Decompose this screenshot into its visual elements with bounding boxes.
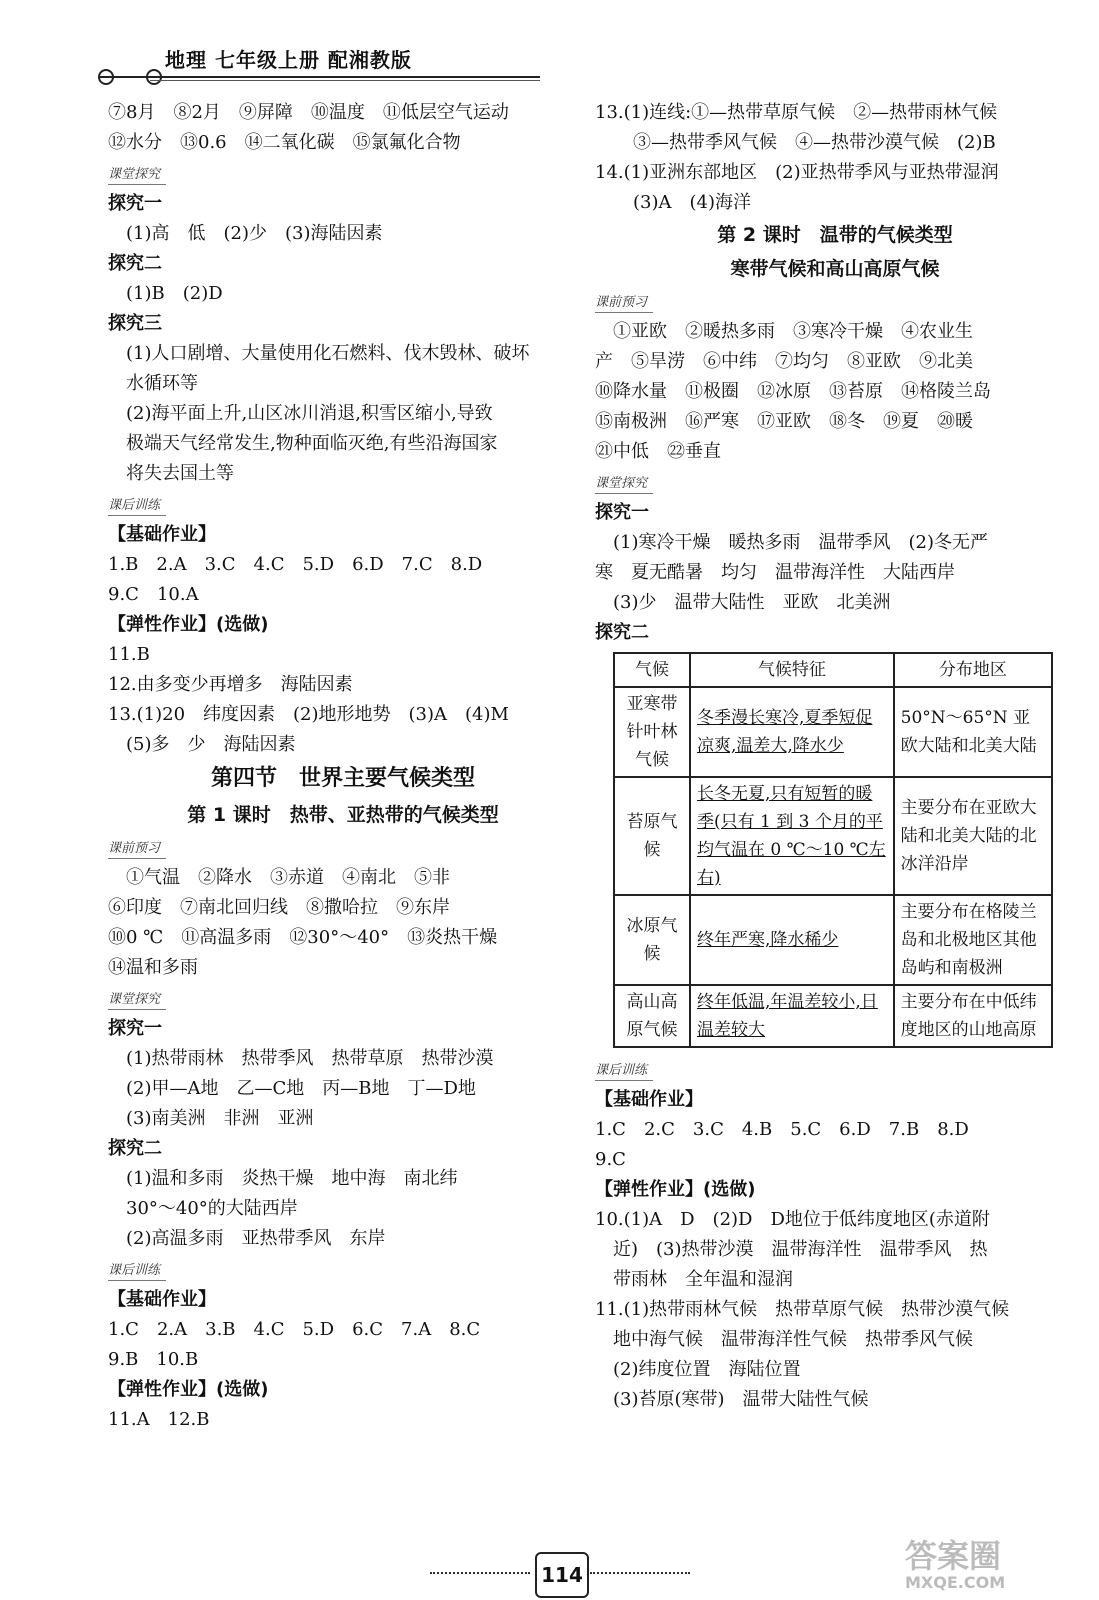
answer-line: 水循环等 [126, 373, 198, 394]
answer-line: (3)少 温带大陆性 亚欧 北美洲 [613, 592, 891, 613]
section-tag: 课堂探究 [108, 991, 166, 1010]
table-cell: 长冬无夏,只有短暂的暖季(只有 1 到 3 个月的平均气温在 0 ℃～10 ℃左右) [690, 777, 894, 895]
answer-item: ⑬0.6 [180, 132, 227, 153]
answer-item: ⑧2月 [173, 102, 221, 123]
footer-dotted-rule [590, 1572, 690, 1574]
answer-line: ⑩0 ℃ ⑪高温多雨 ⑫30°～40° ⑬炎热干燥 [108, 927, 498, 948]
answer-line: (1)寒冷干燥 暖热多雨 温带季风 (2)冬无严 [613, 532, 988, 553]
table-row [614, 985, 1052, 1047]
lesson-subheading: 寒带气候和高山高原气候 [730, 258, 940, 280]
table-header-cell: 分布地区 [894, 653, 1052, 687]
watermark-url: MXQE.COM [905, 1573, 1006, 1592]
answer-item: ⑦8月 [108, 102, 156, 123]
answer-line: 将失去国土等 [126, 463, 234, 484]
answer-line: 地中海气候 温带海洋性气候 热带季风气候 [613, 1329, 973, 1350]
explore-title: 探究二 [108, 253, 162, 274]
homework-title: 【弹性作业】(选做) [108, 1379, 269, 1400]
answer-item: ⑨屏障 [238, 102, 293, 123]
answer-line: (2)高温多雨 亚热带季风 东岸 [126, 1228, 386, 1249]
table-row [614, 777, 1052, 895]
answer-line: (2)海平面上升,山区冰川消退,积雪区缩小,导致 [126, 403, 493, 424]
answer-line: 1.B 2.A 3.C 4.C 5.D 6.D 7.C 8.D [108, 554, 483, 575]
answer-line: 11.B [108, 644, 150, 665]
table-row [614, 895, 1052, 985]
section-tag: 课后训练 [595, 1062, 653, 1081]
answer-line: (1)高 低 (2)少 (3)海陆因素 [126, 223, 383, 244]
lesson-heading: 第 2 课时 温带的气候类型 [717, 224, 953, 246]
table-cell: 高山高原气候 [614, 985, 690, 1047]
table-header-cell: 气候特征 [690, 653, 894, 687]
homework-title: 【弹性作业】(选做) [595, 1179, 756, 1200]
homework-title: 【弹性作业】(选做) [108, 614, 269, 635]
table-cell: 冬季漫长寒冷,夏季短促凉爽,温差大,降水少 [690, 687, 894, 777]
explore-title: 探究二 [108, 1138, 162, 1159]
answer-line: (1)温和多雨 炎热干燥 地中海 南北纬 [126, 1168, 458, 1189]
page-header-title: 地理 七年级上册 配湘教版 [165, 48, 412, 72]
table-cell: 主要分布在亚欧大陆和北美大陆的北冰洋沿岸 [894, 777, 1052, 895]
answer-line: (2)纬度位置 海陆位置 [613, 1359, 801, 1380]
answer-line: 14.(1)亚洲东部地区 (2)亚热带季风与亚热带湿润 [595, 162, 999, 183]
answer-item: ⑩温度 [310, 102, 365, 123]
answer-row [108, 98, 578, 128]
section-heading: 第四节 世界主要气候类型 [210, 766, 475, 791]
table-cell: 终年低温,年温差较小,日温差较大 [690, 985, 894, 1047]
answer-line: 10.(1)A D (2)D D地位于低纬度地区(赤道附 [595, 1209, 990, 1230]
answer-line: 极端天气经常发生,物种面临灭绝,有些沿海国家 [126, 433, 498, 454]
left-column [108, 98, 578, 1435]
table-cell: 主要分布在中低纬度地区的山地高原 [894, 985, 1052, 1047]
answer-line: 11.(1)热带雨林气候 热带草原气候 热带沙漠气候 [595, 1299, 1010, 1320]
answer-line: (1)B (2)D [126, 283, 223, 304]
table-header-cell: 气候 [614, 653, 690, 687]
answer-line: (3)南美洲 非洲 亚洲 [126, 1108, 314, 1129]
answer-item: ⑭二氧化碳 [244, 132, 335, 153]
answer-line: (5)多 少 海陆因素 [126, 734, 296, 755]
section-tag: 课堂探究 [595, 475, 653, 494]
answer-line: 30°～40°的大陆西岸 [126, 1198, 298, 1219]
answer-line: 9.C [595, 1149, 626, 1170]
answer-line: ⑥印度 ⑦南北回归线 ⑧撒哈拉 ⑨东岸 [108, 897, 450, 918]
table-cell: 主要分布在格陵兰岛和北极地区其他岛屿和南极洲 [894, 895, 1052, 985]
watermark-logo [905, 1538, 1005, 1592]
answer-line: 9.C 10.A [108, 584, 199, 605]
answer-line: ⑩降水量 ⑪极圈 ⑫冰原 ⑬苔原 ⑭格陵兰岛 [595, 381, 991, 402]
answer-item: ⑮氯氟化合物 [352, 132, 461, 153]
section-tag: 课堂探究 [108, 166, 166, 185]
table-cell: 亚寒带针叶林气候 [614, 687, 690, 777]
answer-line: (3)苔原(寒带) 温带大陆性气候 [613, 1389, 869, 1410]
table-header-row [614, 653, 1052, 687]
section-tag: 课后训练 [108, 1262, 166, 1281]
table-cell: 苔原气候 [614, 777, 690, 895]
answer-line: (3)A (4)海洋 [633, 192, 751, 213]
answer-line: 13.(1)20 纬度因素 (2)地形地势 (3)A (4)M [108, 704, 509, 725]
answer-row [108, 128, 578, 158]
explore-title: 探究二 [595, 622, 649, 643]
answer-line: (1)热带雨林 热带季风 热带草原 热带沙漠 [126, 1048, 494, 1069]
section-tag: 课后训练 [108, 497, 166, 516]
answer-line: 12.由多变少再增多 海陆因素 [108, 674, 353, 695]
answer-line: 9.B 10.B [108, 1349, 199, 1370]
answer-line: ㉑中低 ㉒垂直 [595, 441, 721, 462]
answer-line: (1)人口剧增、大量使用化石燃料、伐木毁林、破坏 [126, 343, 530, 364]
explore-title: 探究三 [108, 313, 162, 334]
table-cell: 终年严寒,降水稀少 [690, 895, 894, 985]
homework-title: 【基础作业】 [595, 1089, 703, 1110]
answer-item: ⑫水分 [108, 132, 162, 153]
section-tag: 课前预习 [595, 294, 653, 313]
header-rule [100, 76, 540, 78]
footer-dotted-rule [430, 1572, 530, 1574]
answer-line: 13.(1)连线:①—热带草原气候 ②—热带雨林气候 [595, 102, 998, 123]
explore-title: 探究一 [108, 1018, 162, 1039]
answer-item: ⑪低层空气运动 [382, 102, 509, 123]
answer-line: (2)甲—A地 乙—C地 丙—B地 丁—D地 [126, 1078, 476, 1099]
table-cell: 50°N～65°N 亚欧大陆和北美大陆 [894, 687, 1052, 777]
table-row [614, 687, 1052, 777]
answer-line: 产 ⑤旱涝 ⑥中纬 ⑦均匀 ⑧亚欧 ⑨北美 [595, 351, 973, 372]
header-rule [150, 80, 540, 81]
answer-line: ①气温 ②降水 ③赤道 ④南北 ⑤非 [126, 867, 450, 888]
right-column [595, 98, 1075, 1415]
explore-title: 探究一 [108, 193, 162, 214]
answer-line: ①亚欧 ②暖热多雨 ③寒冷干燥 ④农业生 [613, 321, 973, 342]
lesson-heading: 第 1 课时 热带、亚热带的气候类型 [187, 804, 499, 826]
answer-line: 寒 夏无酷暑 均匀 温带海洋性 大陆西岸 [595, 562, 955, 583]
answer-line: 1.C 2.A 3.B 4.C 5.D 6.C 7.A 8.C [108, 1319, 481, 1340]
watermark-text: 答案圈 [905, 1537, 1002, 1575]
answer-line: ③—热带季风气候 ④—热带沙漠气候 (2)B [633, 132, 996, 153]
section-tag: 课前预习 [108, 840, 166, 859]
answer-line: 11.A 12.B [108, 1409, 210, 1430]
climate-table [613, 652, 1053, 1048]
homework-title: 【基础作业】 [108, 1289, 216, 1310]
explore-title: 探究一 [595, 502, 649, 523]
table-cell: 冰原气候 [614, 895, 690, 985]
homework-title: 【基础作业】 [108, 524, 216, 545]
answer-line: 1.C 2.C 3.C 4.B 5.C 6.D 7.B 8.D [595, 1119, 969, 1140]
answer-line: ⑭温和多雨 [108, 957, 198, 978]
answer-line: ⑮南极洲 ⑯严寒 ⑰亚欧 ⑱冬 ⑲夏 ⑳暖 [595, 411, 973, 432]
page-number: 114 [535, 1552, 589, 1598]
answer-line: 带雨林 全年温和湿润 [613, 1269, 793, 1290]
answer-line: 近) (3)热带沙漠 温带海洋性 温带季风 热 [613, 1239, 988, 1260]
